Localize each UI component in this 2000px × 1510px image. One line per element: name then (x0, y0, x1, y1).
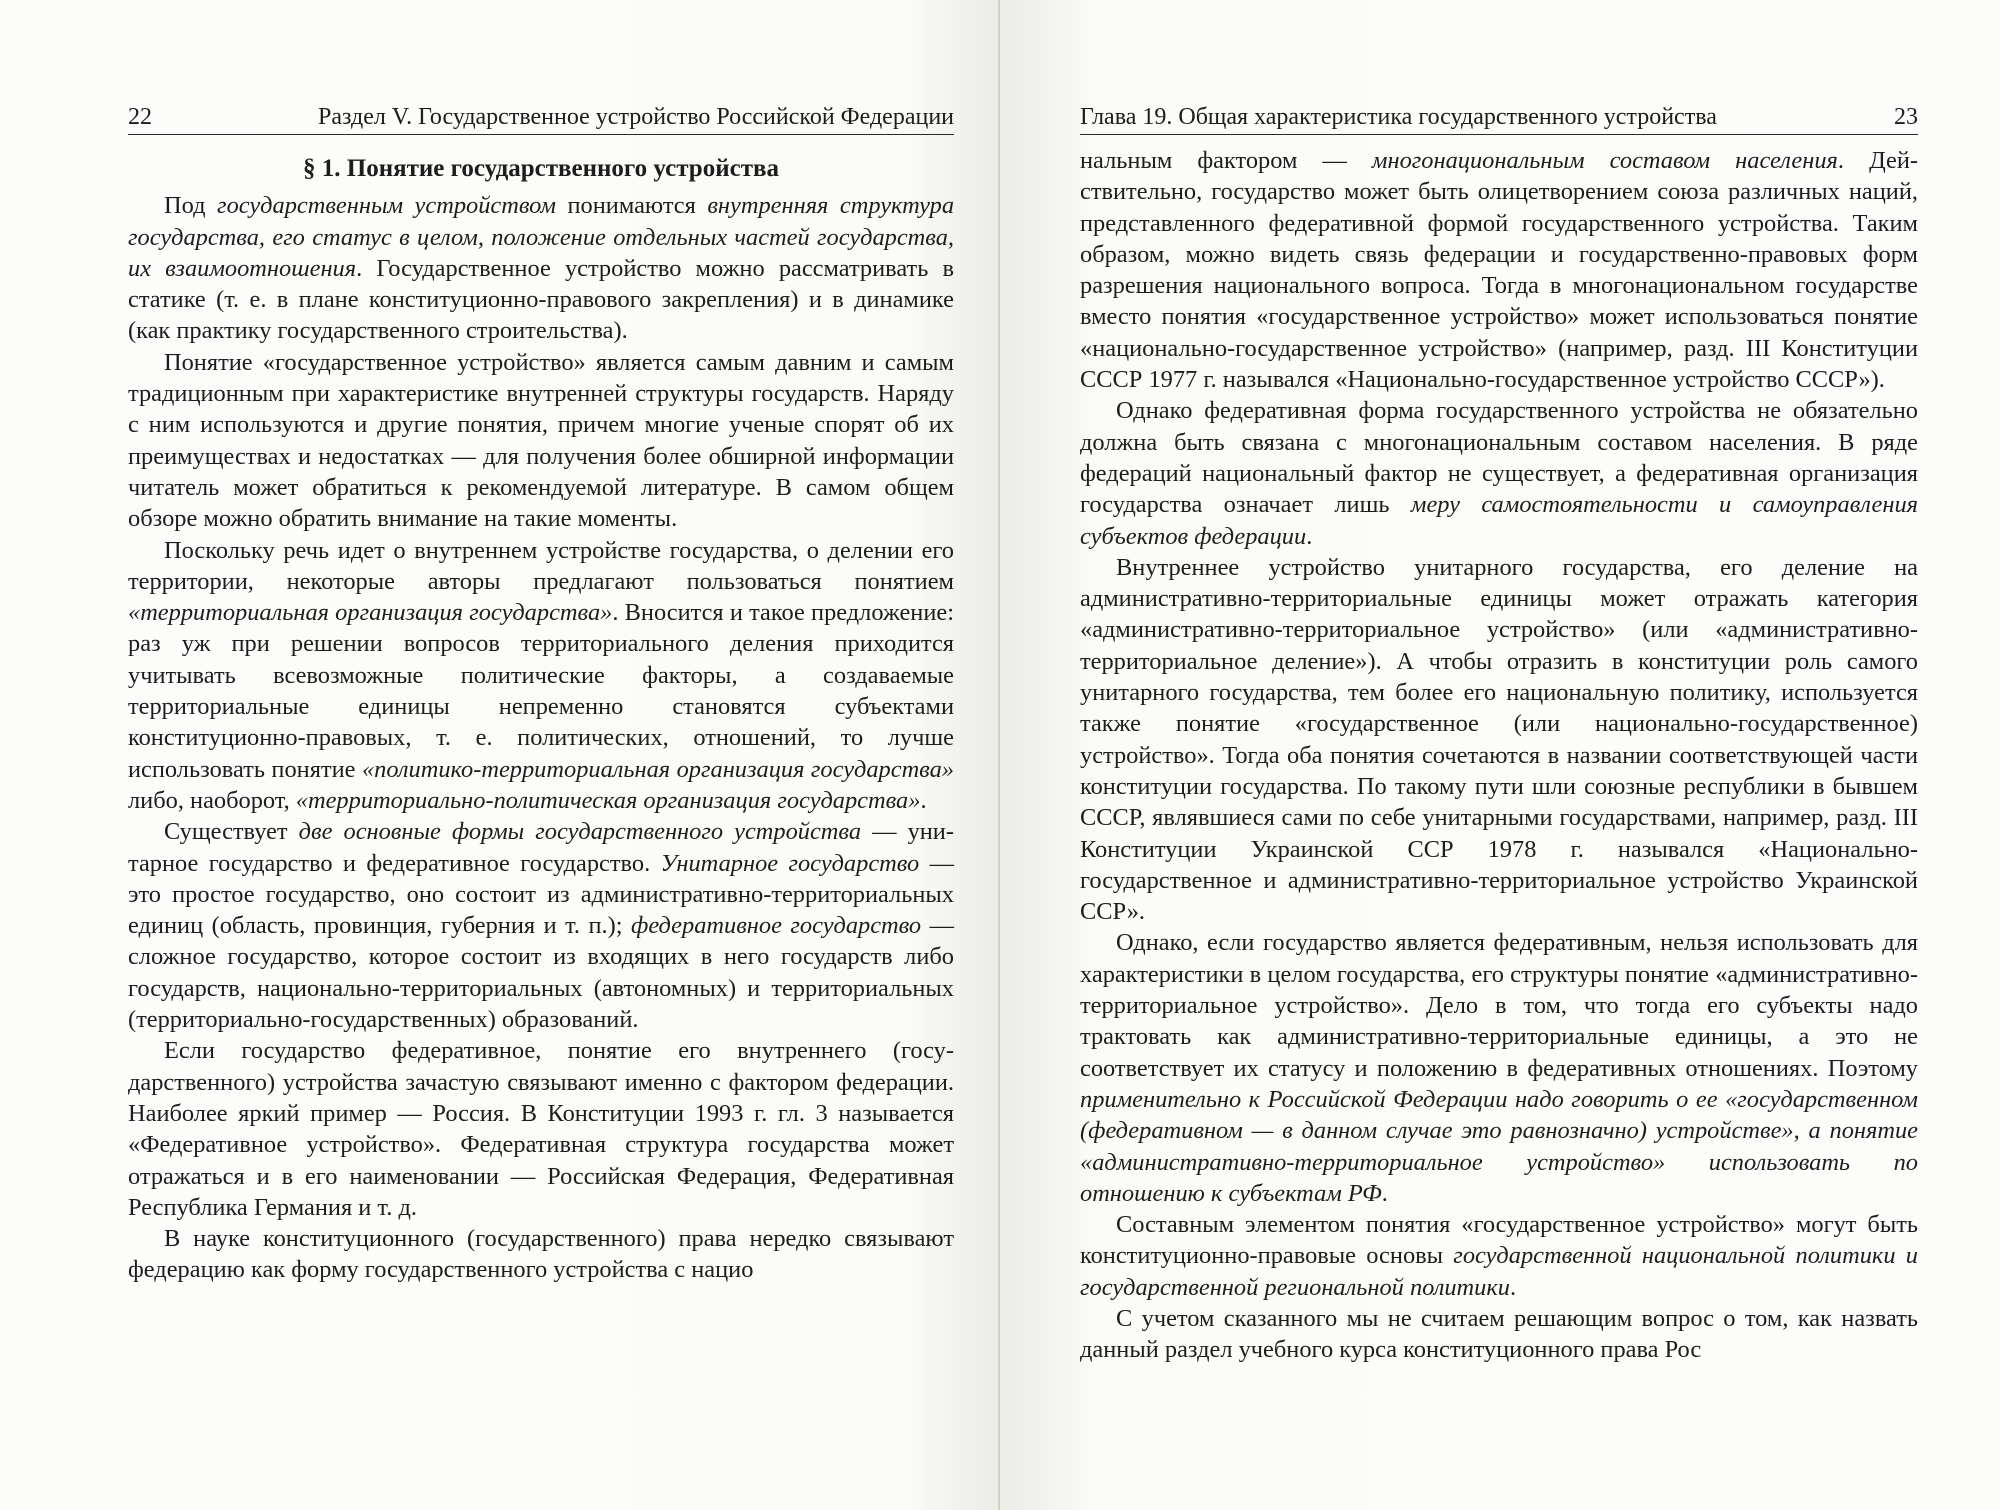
left-running-head: Раздел V. Государственное устройство Российской Федерации (318, 104, 954, 130)
paragraph (1080, 145, 1918, 395)
left-page-header (128, 96, 954, 135)
text-run: — сложное государство, которое состоит из входящих в него государств либо государств, национально-территориальных (автономных) и территориальных (территориально-государственных) образований. (128, 912, 954, 1034)
right-page-number: 23 (1894, 104, 1918, 130)
text-run: . (920, 786, 927, 814)
italic-run: Унитарное государство (660, 849, 920, 877)
paragraph (128, 535, 954, 817)
text-run: . (1509, 1273, 1517, 1301)
text-run: либо, наоборот, (128, 786, 296, 814)
text-run: Однако, если государство является федеративным, нельзя использовать для характеристики в целом государства, его структуры понятие «административно-территориальное устройство». Дело в том, что тогда его субъекты надо трактовать как административно-территориальные единицы, а это не соответствует их статусу и положению в федеративных отношениях. Поэтому (1080, 929, 1918, 1082)
italic-run: государственной национальной политики и государственной региональной политики (1080, 1242, 1918, 1301)
text-run: С учетом сказанного мы не считаем решающим вопрос о том, как назвать данный раздел учебного курса конституционного права Рос (1080, 1304, 1918, 1364)
italic-run: применительно к Российской Федерации надо говорить о ее «государственном (федеративном — в данном случае это равнозначно) устройстве», а понятие «административно-территориальное устройство» использовать по отношению к субъектам РФ (1080, 1085, 1918, 1207)
text-run: Под (164, 192, 218, 220)
paragraph (128, 190, 954, 346)
left-text (128, 190, 954, 1285)
right-page-header (1080, 96, 1918, 135)
left-page-body (128, 145, 954, 1286)
italic-run: меру самостоятельности и самоуправления субъектов федерации (1080, 491, 1918, 550)
paragraph (128, 1035, 954, 1223)
text-run: Поскольку речь идет о внутреннем устройстве государства, о делении его территории, некоторые авторы предлагают пользоваться понятием (128, 536, 954, 595)
text-run: Существует (164, 818, 299, 846)
italic-run: многонациональным составом населения (1371, 147, 1838, 174)
text-run: Понятие «государственное устройство» является самым давним и самым традиционным при характеристике внутренней структуры государств. Наряду с ним используются и другие понятия, причем многие ученые спорят об их преимуществах и недостатках — для получения более обширной информации читатель может обратиться к рекомендуемой литературе. В самом общем обзоре можно обратить внимание на такие моменты. (128, 348, 954, 533)
italic-run: внутренняя структура государства, его статус в целом, положение отдельных частей государства, их взаимоотношения (128, 192, 955, 282)
right-page (1000, 0, 2000, 1510)
paragraph (1080, 395, 1918, 551)
text-run: понимаются (555, 192, 708, 220)
text-run: Составным элементом понятия «государственное устройство» могут быть конституционно-правовые основы (1080, 1211, 1918, 1270)
italic-run: «территориальная организация государства» (128, 599, 613, 627)
text-run: . Действительно, государство может быть олицетворением союза различных наций, представленного федеративной формой государственного устройства. Таким образом, можно видеть связь федерации и государственно-правовых форм разрешения национального вопроса. Тогда в многонациональном государстве вместо понятия «государственное устройство» может использоваться понятие «национально-государственное устройство» (например, разд. III Конституции СССР 1977 г. назывался «Национально-государственное устройство СССР»). (1080, 147, 1919, 394)
text-run: — унитарное государство и федеративное государство. (128, 818, 954, 877)
text-run: В науке конституционного (государственного) права нередко связывают федерацию как форму государственного устройства с нацио (128, 1225, 954, 1284)
right-text (1080, 145, 1918, 1366)
paragraph (1080, 1209, 1918, 1303)
paragraph (1080, 552, 1918, 928)
italic-run: федеративное государство (631, 912, 922, 940)
text-run: нальным фактором — (1080, 147, 1372, 174)
text-run: Если государство федеративное, понятие его внутреннего (государственного) устройства зачастую связывают именно с фактором федерации. Наиболее яркий пример — Россия. В Конституции 1993 г. гл. 3 называется «Федеративное устройство». Федеративная структура государства может отражаться и в его наименовании — Российская Федерация, Федеративная Республика Германия и т. д. (128, 1037, 954, 1221)
paragraph (128, 1223, 954, 1286)
text-run: — это простое государство, оно состоит из административно-территориальных единиц (область, провинция, губерния и т. п.); (128, 849, 954, 940)
italic-run: «территориально-политическая организация государства» (295, 786, 921, 814)
right-running-head: Глава 19. Общая характеристика государственного устройства (1080, 104, 1717, 130)
right-page-body (1080, 145, 1918, 1366)
text-run: . Вносится и такое предложение: раз уж при решении вопросов территориального деления приходится учитывать всевозможные политические факторы, а создаваемые территориальные единицы непременно становятся субъектами конституционно-правовых, т. е. политических, отношений, то лучше использовать понятие (128, 599, 955, 783)
text-run: Однако федеративная форма государственного устройства не обязательно должна быть связана с многонациональным составом населения. В ряде федераций национальный фактор не существует, а федеративная организация государства означает лишь (1080, 397, 1918, 519)
paragraph (1080, 1303, 1918, 1366)
paragraph (128, 347, 954, 535)
paragraph (128, 816, 954, 1035)
italic-run: «политико-территориальная организация государства» (361, 755, 954, 783)
italic-run: две основные формы государственного устройства (298, 818, 862, 846)
text-run: . (1381, 1179, 1388, 1207)
left-page-number: 22 (128, 104, 152, 130)
italic-run: государственным устройством (217, 192, 556, 220)
paragraph (1080, 927, 1918, 1209)
text-run: Внутреннее устройство унитарного государства, его деление на административно-территориальные единицы может отражать категория «административно-территориальное устройство» (или «административно-территориальное деление»). А чтобы отразить в конституции роль самого унитарного государства, тем более его национальную политику, используется также понятие «государственное (или национально-государственное) устройство». Тогда оба понятия сочетаются в названии соответствующей части конституции государства. По такому пути шли союзные республики в бывшем СССР, являвшиеся сами по себе унитарными государствами, например, разд. III Конституции Украинской ССР 1978 г. назывался «Национально-государственное и административно-территориальное устройство Украинской ССР». (1080, 553, 1918, 926)
text-run: . (1306, 522, 1313, 550)
text-run: . Государственное устройство можно рассматривать в статике (т. е. в плане конституционно-правового закрепления) и в динамике (как практику государственного строительства). (128, 254, 955, 345)
section-title: § 1. Понятие государственного устройства (303, 155, 779, 182)
